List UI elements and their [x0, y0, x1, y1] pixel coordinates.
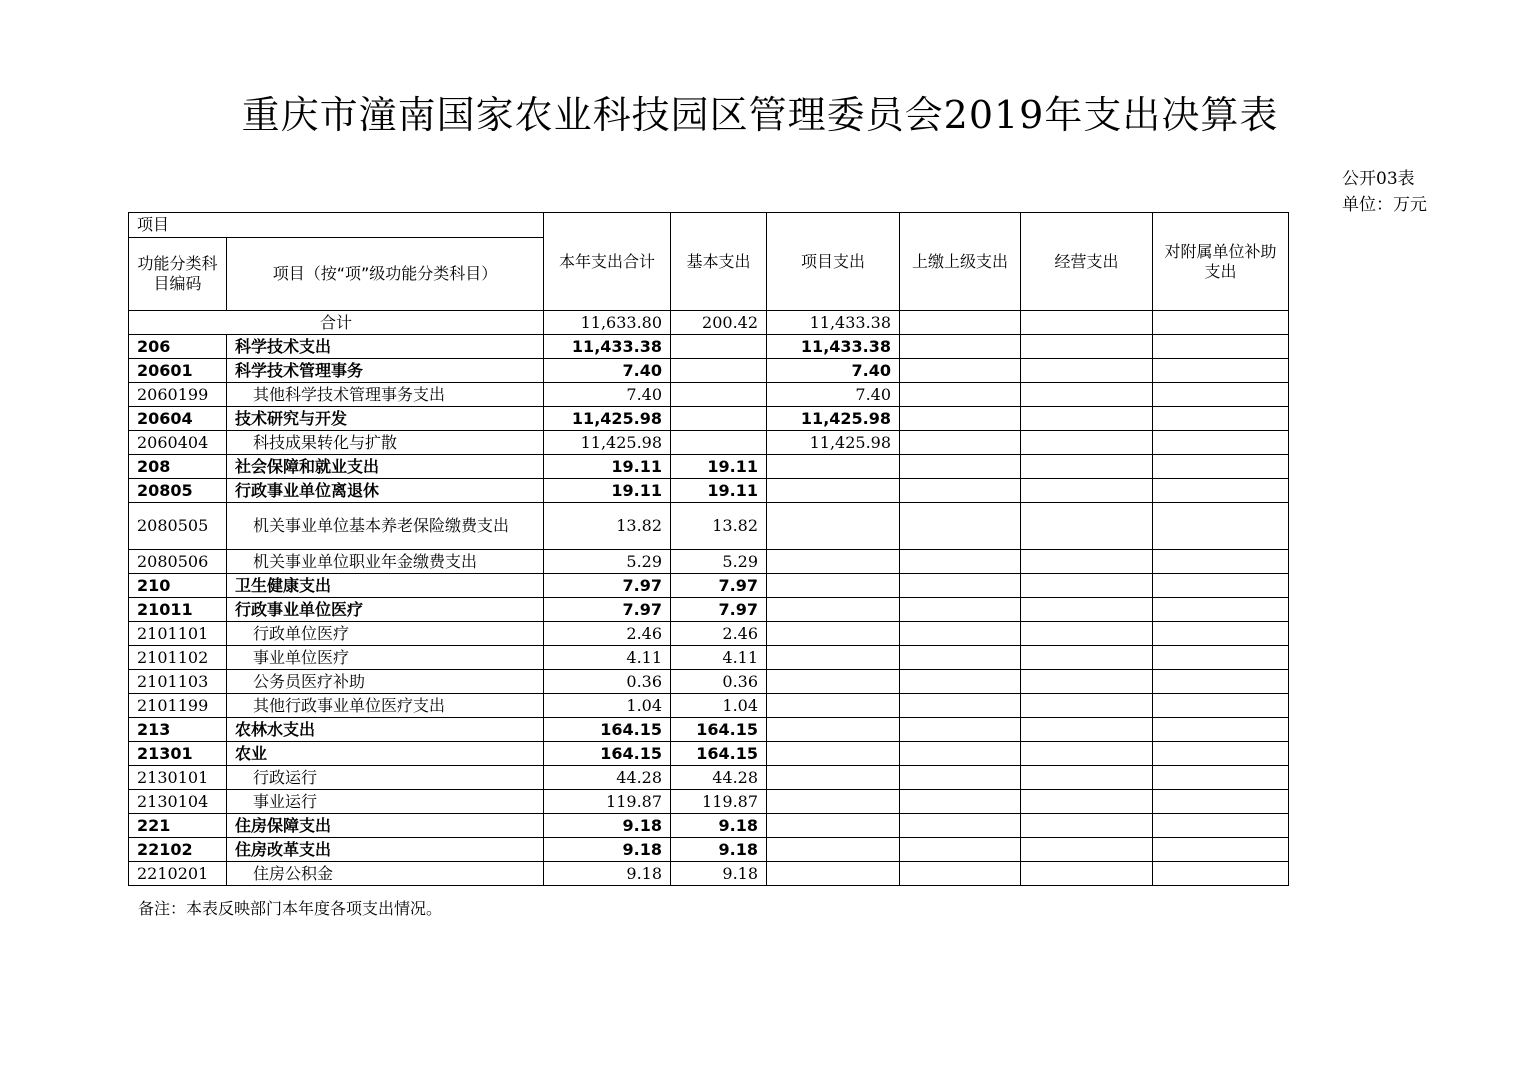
- row-basic: 119.87: [671, 790, 767, 814]
- row-upper: [900, 742, 1021, 766]
- table-row: [129, 335, 1289, 359]
- header-project: 项目支出: [767, 213, 900, 311]
- row-code: 2060199: [129, 383, 227, 407]
- total-upper: [900, 311, 1021, 335]
- row-code: 2101101: [129, 622, 227, 646]
- row-business: [1021, 431, 1153, 455]
- row-project: [767, 814, 900, 838]
- header-item: 项目（按“项”级功能分类科目）: [227, 238, 544, 311]
- row-total: 5.29: [544, 550, 671, 574]
- row-code: 221: [129, 814, 227, 838]
- row-project: [767, 718, 900, 742]
- header-code: 功能分类科目编码: [129, 238, 227, 311]
- row-upper: [900, 646, 1021, 670]
- table-row: [129, 622, 1289, 646]
- row-basic: [671, 407, 767, 431]
- row-upper: [900, 574, 1021, 598]
- row-item: 行政事业单位医疗: [227, 598, 544, 622]
- row-total: 11,425.98: [544, 431, 671, 455]
- row-total: 9.18: [544, 862, 671, 886]
- row-project: [767, 622, 900, 646]
- row-total: 11,425.98: [544, 407, 671, 431]
- row-basic: 9.18: [671, 814, 767, 838]
- expenditure-table: [128, 212, 1289, 886]
- table-header: [129, 213, 1289, 311]
- row-upper: [900, 622, 1021, 646]
- row-basic: 1.04: [671, 694, 767, 718]
- row-item: 住房保障支出: [227, 814, 544, 838]
- row-total: 7.97: [544, 574, 671, 598]
- row-business: [1021, 622, 1153, 646]
- row-basic: [671, 359, 767, 383]
- row-code: 206: [129, 335, 227, 359]
- row-project: 7.40: [767, 359, 900, 383]
- row-total: 19.11: [544, 455, 671, 479]
- row-upper: [900, 670, 1021, 694]
- row-basic: 7.97: [671, 598, 767, 622]
- row-subsidy: [1153, 383, 1289, 407]
- row-code: 2130101: [129, 766, 227, 790]
- row-subsidy: [1153, 335, 1289, 359]
- row-item: 行政运行: [227, 766, 544, 790]
- row-total: 11,433.38: [544, 335, 671, 359]
- row-business: [1021, 838, 1153, 862]
- table-row: [129, 694, 1289, 718]
- row-upper: [900, 383, 1021, 407]
- row-business: [1021, 550, 1153, 574]
- row-item: 住房公积金: [227, 862, 544, 886]
- table-row: [129, 574, 1289, 598]
- row-basic: 19.11: [671, 479, 767, 503]
- row-total: 0.36: [544, 670, 671, 694]
- table-row: [129, 838, 1289, 862]
- row-project: [767, 790, 900, 814]
- row-subsidy: [1153, 742, 1289, 766]
- row-total: 9.18: [544, 838, 671, 862]
- row-code: 2101199: [129, 694, 227, 718]
- row-subsidy: [1153, 694, 1289, 718]
- row-upper: [900, 838, 1021, 862]
- row-total: 164.15: [544, 742, 671, 766]
- table-row: [129, 766, 1289, 790]
- row-code: 21301: [129, 742, 227, 766]
- row-project: [767, 479, 900, 503]
- row-upper: [900, 862, 1021, 886]
- row-total: 7.40: [544, 359, 671, 383]
- row-code: 22102: [129, 838, 227, 862]
- row-project: 11,425.98: [767, 431, 900, 455]
- row-total: 9.18: [544, 814, 671, 838]
- row-upper: [900, 335, 1021, 359]
- table-row: [129, 383, 1289, 407]
- row-basic: 13.82: [671, 503, 767, 550]
- row-business: [1021, 574, 1153, 598]
- row-subsidy: [1153, 431, 1289, 455]
- row-basic: 164.15: [671, 742, 767, 766]
- row-code: 2060404: [129, 431, 227, 455]
- row-basic: 5.29: [671, 550, 767, 574]
- row-upper: [900, 455, 1021, 479]
- row-code: 20805: [129, 479, 227, 503]
- row-basic: [671, 431, 767, 455]
- row-upper: [900, 598, 1021, 622]
- row-business: [1021, 718, 1153, 742]
- total-total: 11,633.80: [544, 311, 671, 335]
- row-business: [1021, 479, 1153, 503]
- row-upper: [900, 694, 1021, 718]
- row-basic: 19.11: [671, 455, 767, 479]
- unit-label: 单位：万元: [1342, 195, 1427, 215]
- row-business: [1021, 790, 1153, 814]
- row-project: [767, 766, 900, 790]
- row-subsidy: [1153, 359, 1289, 383]
- row-business: [1021, 670, 1153, 694]
- row-project: [767, 574, 900, 598]
- row-subsidy: [1153, 407, 1289, 431]
- row-total: 2.46: [544, 622, 671, 646]
- row-basic: 4.11: [671, 646, 767, 670]
- row-project: [767, 694, 900, 718]
- table-row: [129, 359, 1289, 383]
- row-project: [767, 838, 900, 862]
- table-row: [129, 670, 1289, 694]
- row-code: 208: [129, 455, 227, 479]
- row-subsidy: [1153, 814, 1289, 838]
- total-row: [129, 311, 1289, 335]
- row-project: [767, 862, 900, 886]
- row-code: 2080506: [129, 550, 227, 574]
- table-row: [129, 503, 1289, 550]
- row-basic: 2.46: [671, 622, 767, 646]
- row-item: 卫生健康支出: [227, 574, 544, 598]
- row-code: 2101102: [129, 646, 227, 670]
- table-row: [129, 550, 1289, 574]
- row-total: 119.87: [544, 790, 671, 814]
- row-item: 公务员医疗补助: [227, 670, 544, 694]
- row-business: [1021, 359, 1153, 383]
- row-upper: [900, 407, 1021, 431]
- row-project: 7.40: [767, 383, 900, 407]
- row-total: 7.40: [544, 383, 671, 407]
- row-business: [1021, 814, 1153, 838]
- row-code: 20601: [129, 359, 227, 383]
- row-total: 44.28: [544, 766, 671, 790]
- row-basic: 44.28: [671, 766, 767, 790]
- total-label: 合计: [129, 311, 544, 335]
- row-business: [1021, 598, 1153, 622]
- row-code: 2130104: [129, 790, 227, 814]
- row-subsidy: [1153, 574, 1289, 598]
- row-project: [767, 503, 900, 550]
- row-item: 技术研究与开发: [227, 407, 544, 431]
- total-business: [1021, 311, 1153, 335]
- row-code: 2101103: [129, 670, 227, 694]
- header-upper: 上缴上级支出: [900, 213, 1021, 311]
- row-business: [1021, 383, 1153, 407]
- row-total: 164.15: [544, 718, 671, 742]
- row-basic: 7.97: [671, 574, 767, 598]
- row-subsidy: [1153, 479, 1289, 503]
- row-project: 11,433.38: [767, 335, 900, 359]
- row-subsidy: [1153, 598, 1289, 622]
- row-item: 科学技术支出: [227, 335, 544, 359]
- row-item: 科学技术管理事务: [227, 359, 544, 383]
- row-project: [767, 742, 900, 766]
- row-business: [1021, 742, 1153, 766]
- table-row: [129, 742, 1289, 766]
- row-subsidy: [1153, 718, 1289, 742]
- header-business: 经营支出: [1021, 213, 1153, 311]
- row-subsidy: [1153, 838, 1289, 862]
- row-project: [767, 646, 900, 670]
- header-project-group: 项目: [129, 213, 544, 238]
- row-business: [1021, 694, 1153, 718]
- row-total: 4.11: [544, 646, 671, 670]
- row-upper: [900, 359, 1021, 383]
- table-row: [129, 598, 1289, 622]
- table-row: [129, 862, 1289, 886]
- row-item: 社会保障和就业支出: [227, 455, 544, 479]
- header-subsidy: 对附属单位补助支出: [1153, 213, 1289, 311]
- row-project: [767, 598, 900, 622]
- row-subsidy: [1153, 790, 1289, 814]
- table-row: [129, 479, 1289, 503]
- row-item: 事业单位医疗: [227, 646, 544, 670]
- row-total: 1.04: [544, 694, 671, 718]
- row-subsidy: [1153, 646, 1289, 670]
- row-subsidy: [1153, 622, 1289, 646]
- table-row: [129, 814, 1289, 838]
- row-basic: [671, 335, 767, 359]
- page-title: 重庆市潼南国家农业科技园区管理委员会2019年支出决算表: [241, 93, 1279, 137]
- footnote: 备注：本表反映部门本年度各项支出情况。: [138, 899, 443, 918]
- row-business: [1021, 335, 1153, 359]
- row-upper: [900, 718, 1021, 742]
- table-body: [129, 311, 1289, 886]
- row-project: 11,425.98: [767, 407, 900, 431]
- row-subsidy: [1153, 503, 1289, 550]
- row-item: 行政事业单位离退休: [227, 479, 544, 503]
- total-project: 11,433.38: [767, 311, 900, 335]
- table-row: [129, 646, 1289, 670]
- row-upper: [900, 766, 1021, 790]
- row-project: [767, 670, 900, 694]
- row-upper: [900, 550, 1021, 574]
- header-basic: 基本支出: [671, 213, 767, 311]
- row-total: 13.82: [544, 503, 671, 550]
- row-basic: 164.15: [671, 718, 767, 742]
- row-code: 210: [129, 574, 227, 598]
- row-subsidy: [1153, 766, 1289, 790]
- row-business: [1021, 766, 1153, 790]
- row-project: [767, 550, 900, 574]
- row-item: 机关事业单位基本养老保险缴费支出: [227, 503, 544, 550]
- row-basic: 9.18: [671, 862, 767, 886]
- header-total: 本年支出合计: [544, 213, 671, 311]
- row-basic: 9.18: [671, 838, 767, 862]
- total-subsidy: [1153, 311, 1289, 335]
- row-upper: [900, 431, 1021, 455]
- table-row: [129, 431, 1289, 455]
- row-item: 其他行政事业单位医疗支出: [227, 694, 544, 718]
- row-upper: [900, 503, 1021, 550]
- row-subsidy: [1153, 455, 1289, 479]
- row-item: 农业: [227, 742, 544, 766]
- row-business: [1021, 503, 1153, 550]
- row-project: [767, 455, 900, 479]
- row-item: 机关事业单位职业年金缴费支出: [227, 550, 544, 574]
- row-code: 2080505: [129, 503, 227, 550]
- table-row: [129, 455, 1289, 479]
- row-subsidy: [1153, 862, 1289, 886]
- row-item: 农林水支出: [227, 718, 544, 742]
- row-item: 其他科学技术管理事务支出: [227, 383, 544, 407]
- row-business: [1021, 862, 1153, 886]
- row-code: 21011: [129, 598, 227, 622]
- row-upper: [900, 814, 1021, 838]
- row-code: 2210201: [129, 862, 227, 886]
- row-total: 19.11: [544, 479, 671, 503]
- table-row: [129, 718, 1289, 742]
- row-upper: [900, 790, 1021, 814]
- row-code: 20604: [129, 407, 227, 431]
- row-business: [1021, 646, 1153, 670]
- total-basic: 200.42: [671, 311, 767, 335]
- form-number: 公开03表: [1342, 169, 1415, 189]
- row-total: 7.97: [544, 598, 671, 622]
- row-item: 住房改革支出: [227, 838, 544, 862]
- row-subsidy: [1153, 550, 1289, 574]
- table-row: [129, 407, 1289, 431]
- table-row: [129, 790, 1289, 814]
- row-business: [1021, 407, 1153, 431]
- row-code: 213: [129, 718, 227, 742]
- row-business: [1021, 455, 1153, 479]
- row-item: 行政单位医疗: [227, 622, 544, 646]
- row-basic: [671, 383, 767, 407]
- row-basic: 0.36: [671, 670, 767, 694]
- row-item: 科技成果转化与扩散: [227, 431, 544, 455]
- row-subsidy: [1153, 670, 1289, 694]
- row-upper: [900, 479, 1021, 503]
- row-item: 事业运行: [227, 790, 544, 814]
